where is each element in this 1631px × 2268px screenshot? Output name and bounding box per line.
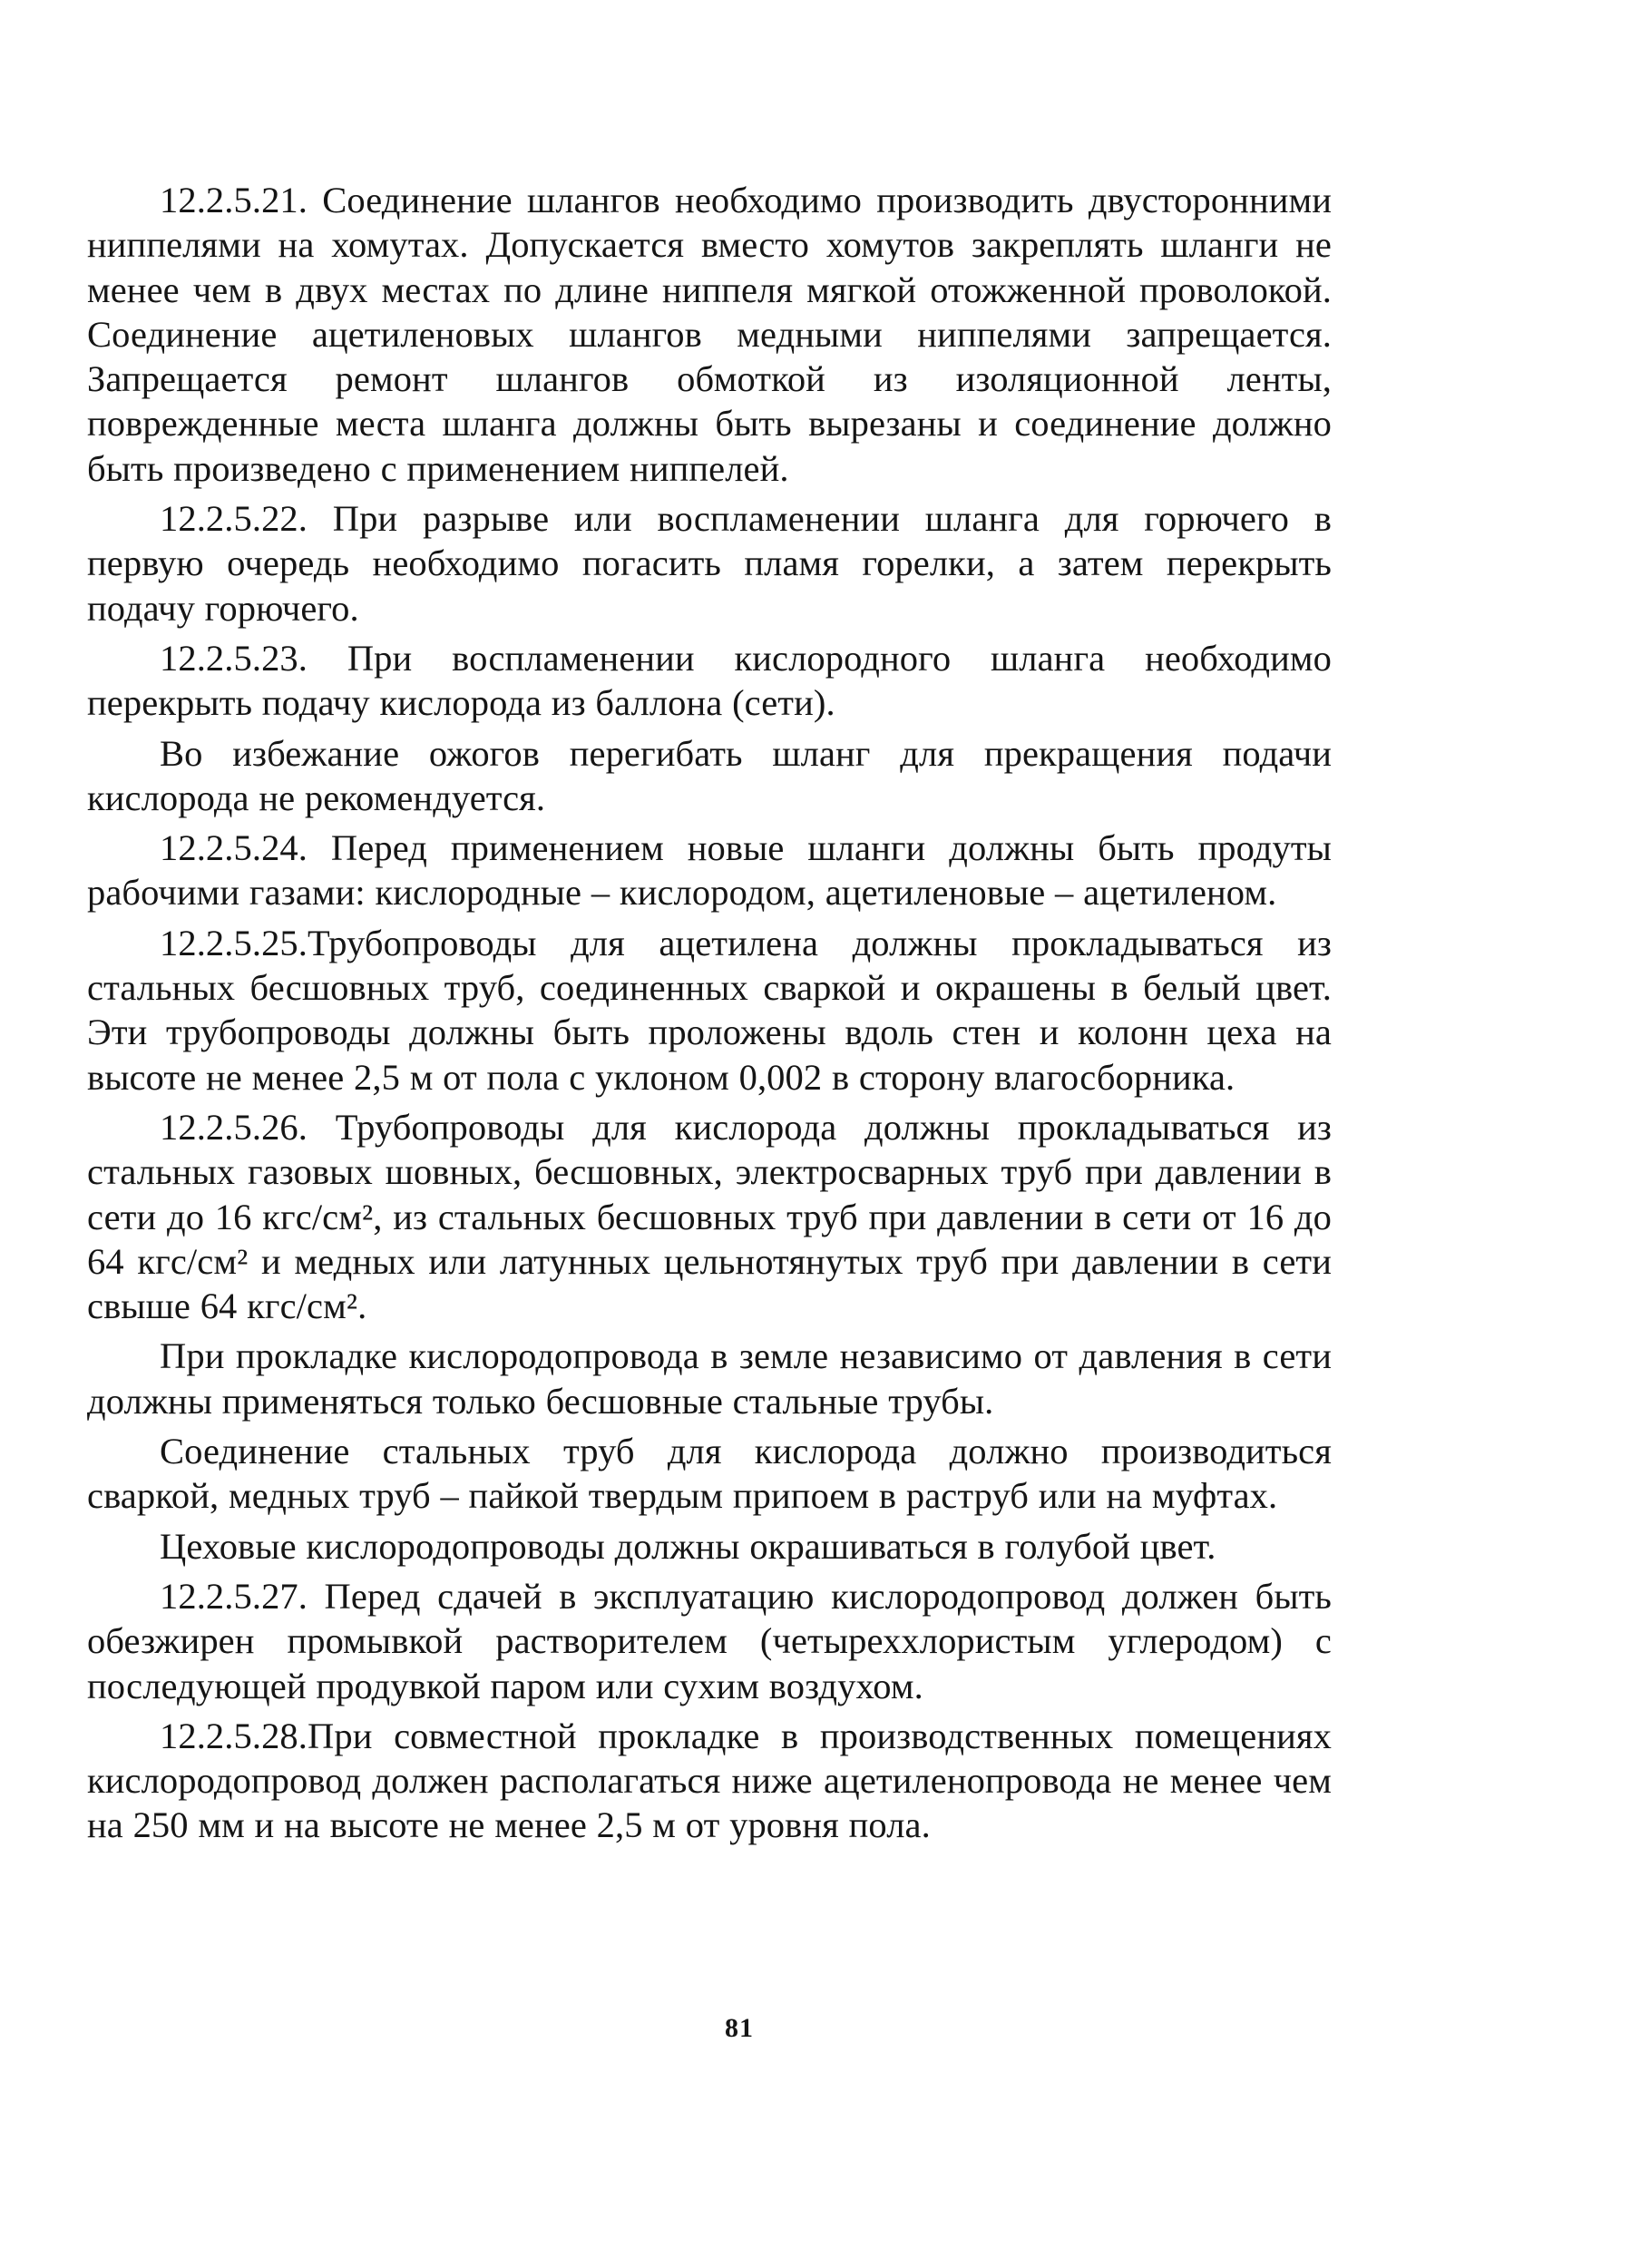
paragraph-12-2-5-27: 12.2.5.27. Перед сдачей в эксплуатацию кислородопровод должен быть обезжирен промывкой растворителем (четыреххлористым углеродом) с последующей продувкой паром или сухим воздухом. bbox=[87, 1575, 1332, 1706]
paragraph-burn-warning: Во избежание ожогов перегибать шланг для прекращения подачи кислорода не рекомендуется. bbox=[87, 732, 1332, 818]
page-number: 81 bbox=[725, 2013, 754, 2043]
paragraph-12-2-5-22: 12.2.5.22. При разрыве или воспламенении шланга для горючего в первую очередь необходимо погасить пламя горелки, а затем перекрыть подачу горючего. bbox=[87, 498, 1332, 629]
paragraph-12-2-5-24: 12.2.5.24. Перед применением новые шланги должны быть продуты рабочими газами: кислородные – кислородом, ацетиленовые – ацетиленом. bbox=[87, 827, 1332, 914]
paragraph-pipe-color: Цеховые кислородопроводы должны окрашиваться в голубой цвет. bbox=[160, 1525, 1216, 1567]
paragraph-underground-laying: При прокладке кислородопровода в земле независимо от давления в сети должны применяться только бесшовные стальные трубы. bbox=[87, 1335, 1332, 1422]
paragraph-12-2-5-23: 12.2.5.23. При воспламенении кислородного шланга необходимо перекрыть подачу кислорода из баллона (сети). bbox=[87, 637, 1332, 724]
paragraph-12-2-5-21: 12.2.5.21. Соединение шлангов необходимо производить двусторонними ниппелями на хомутах. Допускается вместо хомутов закреплять шланги не менее чем в двух местах по длине ниппеля мягкой отожженной проволокой. Соединение ацетиленовых шлангов медными ниппелями запрещается. Запрещается ремонт шлангов обмоткой из изоляционной ленты, поврежденные места шланга должны быть вырезаны и соединение должно быть произведено с применением ниппелей. bbox=[87, 180, 1332, 489]
paragraph-12-2-5-26: 12.2.5.26. Трубопроводы для кислорода должны прокладываться из стальных газовых шовных, бесшовных, электросварных труб при давлении в сети до 16 кгс/см², из стальных бесшовных труб при давлении в сети от 16 до 64 кгс/см² и медных или латунных цельнотянутых труб при давлении в сети свыше 64 кгс/см². bbox=[87, 1106, 1332, 1327]
paragraph-12-2-5-28: 12.2.5.28.При совместной прокладке в производственных помещениях кислородопровод должен располагаться ниже ацетиленопровода не менее чем на 250 мм и на высоте не менее 2,5 м от уровня пола. bbox=[87, 1715, 1332, 1846]
paragraph-pipe-joining: Соединение стальных труб для кислорода должно производиться сваркой, медных труб – пайкой твердым припоем в раструб или на муфтах. bbox=[87, 1431, 1332, 1517]
body-text bbox=[87, 178, 1332, 1853]
paragraph-12-2-5-25: 12.2.5.25.Трубопроводы для ацетилена должны прокладываться из стальных бесшовных труб, соединенных сваркой и окрашены в белый цвет. Эти трубопроводы должны быть проложены вдоль стен и колонн цеха на высоте не менее 2,5 м от пола с уклоном 0,002 в сторону влагосборника. bbox=[87, 922, 1332, 1098]
